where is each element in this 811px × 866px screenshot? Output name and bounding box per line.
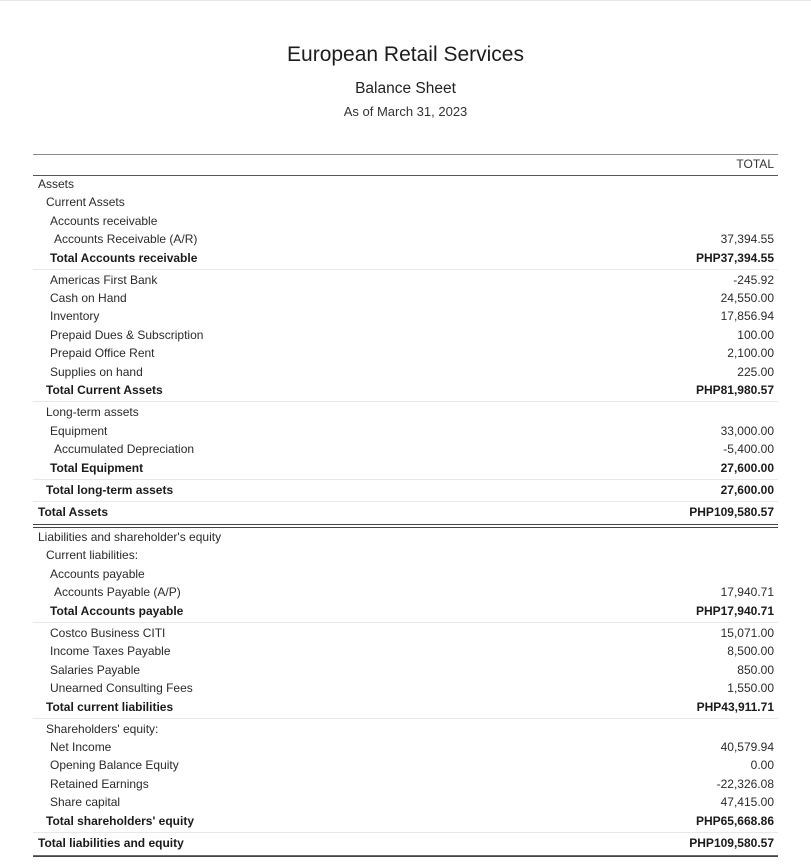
row-amount: 17,940.71 xyxy=(720,585,774,599)
table-row xyxy=(33,642,778,660)
row-label: Total Current Assets xyxy=(46,383,163,397)
row-amount: -22,326.08 xyxy=(716,777,774,791)
row-amount: 33,000.00 xyxy=(720,424,774,438)
row-label: Prepaid Office Rent xyxy=(50,346,155,360)
table-row xyxy=(33,624,778,642)
row-amount: PHP109,580.57 xyxy=(689,505,774,519)
total-row xyxy=(33,834,778,852)
row-label: Equipment xyxy=(50,424,108,438)
row-amount: PHP109,580.57 xyxy=(689,836,774,850)
total-row xyxy=(33,812,778,830)
column-header-total: TOTAL xyxy=(736,157,774,171)
table-row xyxy=(33,720,778,738)
total-row xyxy=(33,503,778,521)
row-amount: PHP17,940.71 xyxy=(695,604,774,618)
table-row xyxy=(33,212,778,230)
row-amount: 0.00 xyxy=(750,758,774,772)
row-label: Total Assets xyxy=(38,505,109,519)
table-row xyxy=(33,175,778,193)
row-label: Retained Earnings xyxy=(50,777,149,791)
table-row xyxy=(33,193,778,211)
table-row xyxy=(33,793,778,811)
row-label: Net Income xyxy=(50,740,112,754)
total-row xyxy=(33,698,778,716)
row-amount: 1,550.00 xyxy=(727,681,774,695)
table-row xyxy=(33,271,778,289)
report-title: Balance Sheet xyxy=(355,80,456,97)
row-label: Costco Business CITI xyxy=(50,626,166,640)
row-label: Accounts Payable (A/P) xyxy=(54,585,181,599)
table-row xyxy=(33,583,778,601)
table-row xyxy=(33,326,778,344)
row-label: Long-term assets xyxy=(46,405,139,419)
row-label: Total shareholders' equity xyxy=(46,814,194,828)
table-row xyxy=(33,344,778,362)
table-row xyxy=(33,565,778,583)
row-amount: 850.00 xyxy=(737,663,774,677)
row-amount: PHP65,668.86 xyxy=(695,814,774,828)
row-label: Liabilities and shareholder's equity xyxy=(38,530,222,544)
row-label: Cash on Hand xyxy=(50,291,127,305)
table-row xyxy=(33,546,778,564)
row-amount: 2,100.00 xyxy=(727,346,774,360)
top-border xyxy=(0,0,811,1)
table-row xyxy=(33,289,778,307)
table-row xyxy=(33,661,778,679)
row-label: Total long-term assets xyxy=(46,483,174,497)
table-row xyxy=(33,756,778,774)
row-label: Share capital xyxy=(50,795,121,809)
table-row xyxy=(33,422,778,440)
row-amount: 47,415.00 xyxy=(720,795,774,809)
row-label: Supplies on hand xyxy=(50,365,143,379)
row-amount: 17,856.94 xyxy=(720,309,774,323)
row-label: Total Accounts receivable xyxy=(50,251,198,265)
row-amount: PHP81,980.57 xyxy=(695,383,774,397)
table-row xyxy=(33,363,778,381)
table-row xyxy=(33,679,778,697)
row-amount: PHP43,911.71 xyxy=(696,700,774,714)
total-row xyxy=(33,459,778,477)
row-label: Opening Balance Equity xyxy=(50,758,179,772)
table-row xyxy=(33,403,778,421)
table-row xyxy=(33,738,778,756)
row-amount: 225.00 xyxy=(737,365,774,379)
row-amount: 100.00 xyxy=(737,328,774,342)
total-row xyxy=(33,481,778,499)
total-row xyxy=(33,602,778,620)
company-name: European Retail Services xyxy=(287,43,524,66)
row-amount: 15,071.00 xyxy=(720,626,774,640)
row-label: Total Equipment xyxy=(50,461,144,475)
total-row xyxy=(33,381,778,399)
section-divider-bottom xyxy=(33,527,778,528)
table-row xyxy=(33,775,778,793)
row-label: Current Assets xyxy=(46,195,125,209)
table-row xyxy=(33,307,778,325)
row-amount: -245.92 xyxy=(733,273,774,287)
row-label: Americas First Bank xyxy=(50,273,158,287)
row-label: Total current liabilities xyxy=(46,700,174,714)
row-label: Accounts receivable xyxy=(50,214,158,228)
table-row xyxy=(33,230,778,248)
row-amount: 37,394.55 xyxy=(720,232,774,246)
row-label: Accumulated Depreciation xyxy=(54,442,195,456)
section-divider-top xyxy=(33,524,778,525)
row-label: Assets xyxy=(38,177,75,191)
row-amount: 27,600.00 xyxy=(720,461,774,475)
row-amount: 24,550.00 xyxy=(720,291,774,305)
total-row xyxy=(33,249,778,267)
row-amount: 27,600.00 xyxy=(720,483,774,497)
header-top-rule xyxy=(33,154,778,155)
row-amount: 8,500.00 xyxy=(727,644,774,658)
row-label: Accounts payable xyxy=(50,567,145,581)
report-date: As of March 31, 2023 xyxy=(343,104,468,119)
row-amount: 40,579.94 xyxy=(720,740,774,754)
row-label: Inventory xyxy=(50,309,100,323)
row-label: Total Accounts payable xyxy=(50,604,184,618)
row-label: Total liabilities and equity xyxy=(38,836,184,850)
row-label: Accounts Receivable (A/R) xyxy=(54,232,198,246)
row-amount: PHP37,394.55 xyxy=(695,251,774,265)
row-label: Shareholders' equity: xyxy=(46,722,159,736)
row-label: Current liabilities: xyxy=(46,548,139,562)
row-label: Unearned Consulting Fees xyxy=(50,681,193,695)
row-label: Prepaid Dues & Subscription xyxy=(50,328,204,342)
row-amount: -5,400.00 xyxy=(723,442,774,456)
table-row xyxy=(33,528,778,546)
table-row xyxy=(33,440,778,458)
row-label: Salaries Payable xyxy=(50,663,141,677)
row-label: Income Taxes Payable xyxy=(50,644,171,658)
bottom-rule xyxy=(33,856,778,857)
